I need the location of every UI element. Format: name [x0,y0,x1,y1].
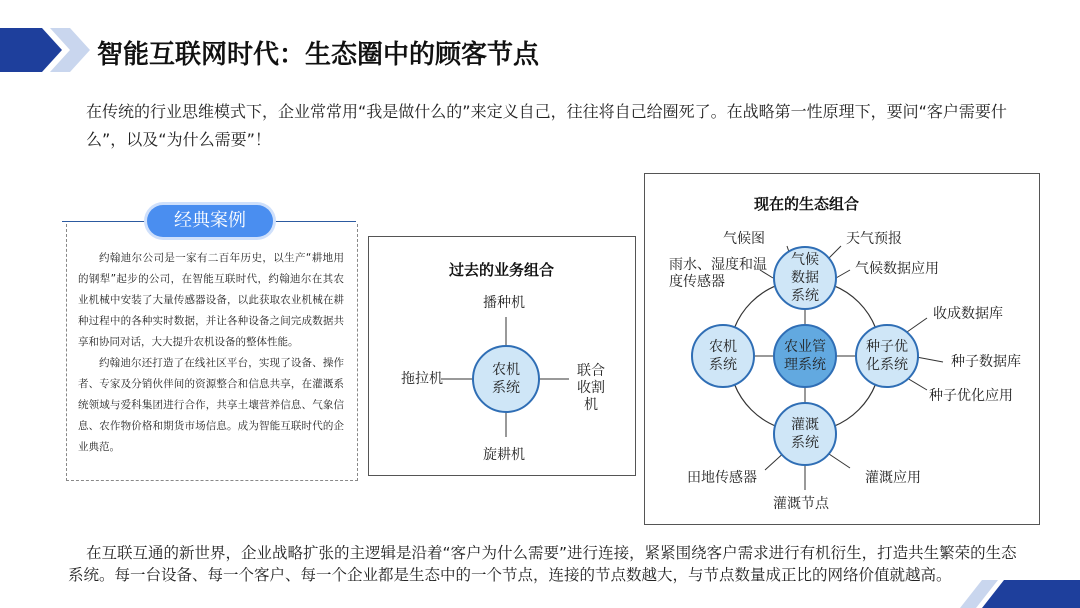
label-harvest-db: 收成数据库 [933,306,1003,322]
footer-text [68,542,1046,586]
past-bottom-label: 旋耕机 [483,447,525,463]
past-right-label: 联合收割机 [577,363,605,413]
case-paragraph-1: 约翰迪尔公司是一家有二百年历史，以生产“耕地用的钢犁”起步的公司，在智能互联时代，约翰迪尔在其农业机械中安装了大量传感器设备，以此获取农业机械在耕种过程中的各种实时数据，并让各种设备之间完成数据共享和协同对话，大大提升农机设备的整体性能。 [78,252,344,348]
current-left-node: 农机系统 [691,324,755,388]
label-climate-map: 气候图 [723,231,765,247]
current-top-node: 气候数据系统 [773,246,837,310]
past-center-node: 农机系统 [472,345,540,413]
label-irrigation-app: 灌溉应用 [865,470,921,486]
label-rain-sensors: 雨水、湿度和温度传感器 [669,257,767,290]
past-left-label: 拖拉机 [401,371,443,387]
corner-accent-icon [960,580,1080,608]
footer-line-2: 系统。每一台设备、每一个客户、每一个企业都是生态中的一个节点，连接的节点数越大，与节点数量成正比的网络价值就越高。 [68,566,952,584]
case-label: 经典案例 [147,205,273,237]
past-title: 过去的业务组合 [449,261,555,279]
past-top-label: 播种机 [483,295,525,311]
footer-line-1: 在互联互通的新世界，企业战略扩张的主逻辑是沿着“客户为什么需要”进行连接，紧紧围绕客户需求进行有机衍生，打造共生繁荣的生态 [86,544,1017,562]
past-panel [368,236,636,476]
intro-text: 在传统的行业思维模式下，企业常常用“我是做什么的”来定义自己，往往将自己给圈死了。在战略第一性原理下，要问“客户需要什么”，以及“为什么需要”！ [86,102,1007,149]
case-text [78,248,344,458]
label-climate-app: 气候数据应用 [855,261,939,277]
page-title: 智能互联网时代：生态圈中的顾客节点 [97,40,540,70]
label-seed-app: 种子优化应用 [929,388,1013,404]
header-chevron-icon [0,28,92,72]
current-bottom-node: 灌溉系统 [773,402,837,466]
label-weather-forecast: 天气预报 [846,231,902,247]
case-paragraph-2: 约翰迪尔还打造了在线社区平台，实现了设备、操作者、专家及分销伙伴间的资源整合和信息共享，在灌溉系统领域与爱科集团进行合作，共享土壤营养信息、气象信息、农作物价格和期货市场信息。成为智能互联时代的企业典范。 [78,357,344,453]
current-center-node: 农业管理系统 [773,324,837,388]
label-irrigation-node: 灌溉节点 [773,496,829,512]
current-panel [644,173,1040,525]
label-field-sensors: 田地传感器 [687,470,757,486]
current-right-node: 种子优化系统 [855,324,919,388]
current-title: 现在的生态组合 [754,195,860,213]
label-seed-db: 种子数据库 [951,354,1021,370]
